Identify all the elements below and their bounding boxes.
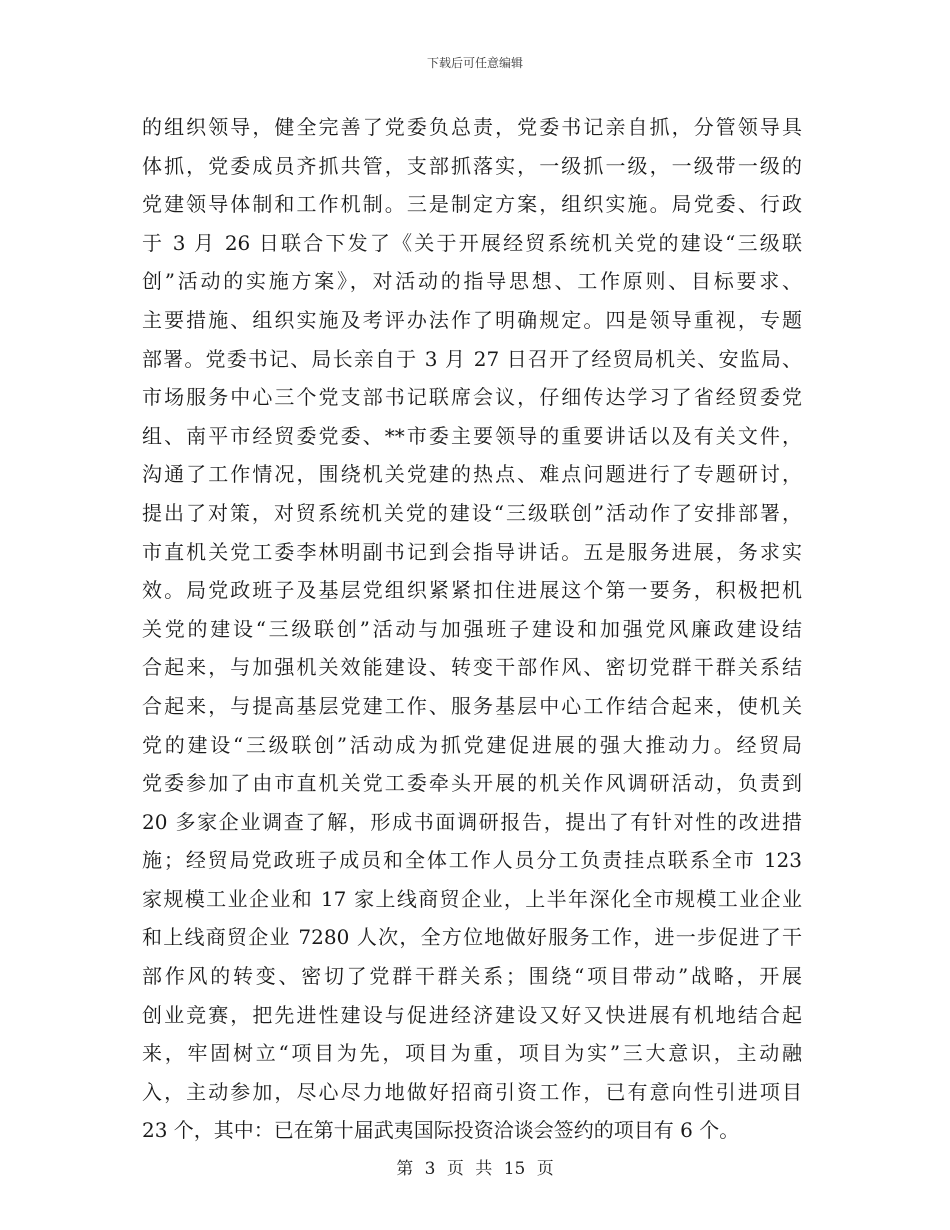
- body-line: 市场服务中心三个党支部书记联席会议，仔细传达学习了省经贸委党: [142, 385, 802, 410]
- body-line: 市直机关党工委李林明副书记到会指导讲话。五是服务进展，务求实: [142, 539, 802, 564]
- body-line: 20 多家企业调查了解，形成书面调研报告，提出了有针对性的改进措: [142, 809, 802, 834]
- body-line: 党委参加了由市直机关党工委牵头开展的机关作风调研活动，负责到: [142, 771, 802, 796]
- body-line: 23 个，其中：已在第十届武夷国际投资洽谈会签约的项目有 6 个。: [142, 1118, 740, 1143]
- body-line: 的组织领导，健全完善了党委负总责，党委书记亲自抓，分管领导具: [142, 115, 802, 139]
- body-line: 于 3 月 26 日联合下发了《关于开展经贸系统机关党的建设“三级联: [142, 230, 802, 255]
- document-body: [142, 108, 802, 1150]
- body-line: 主要措施、组织实施及考评办法作了明确规定。四是领导重视，专题: [142, 307, 802, 332]
- body-line: 和上线商贸企业 7280 人次，全方位地做好服务工作，进一步促进了干: [142, 925, 802, 950]
- body-line: 党建领导体制和工作机制。三是制定方案，组织实施。局党委、行政: [142, 192, 802, 217]
- body-line: 家规模工业企业和 17 家上线商贸企业，上半年深化全市规模工业企业: [142, 886, 802, 911]
- body-line: 部作风的转变、密切了党群干群关系；围绕“项目带动”战略，开展: [142, 964, 802, 989]
- body-line: 提出了对策，对贸系统机关党的建设“三级联创”活动作了安排部署，: [142, 500, 802, 525]
- body-line: 施；经贸局党政班子成员和全体工作人员分工负责挂点联系全市 123: [142, 848, 802, 873]
- body-line: 组、南平市经贸委党委、**市委主要领导的重要讲话以及有关文件，: [142, 423, 802, 448]
- body-line: 入，主动参加，尽心尽力地做好招商引资工作，已有意向性引进项目: [142, 1079, 802, 1104]
- page-header: 下载后可任意编辑: [426, 56, 523, 70]
- body-line: 体抓，党委成员齐抓共管，支部抓落实，一级抓一级，一级带一级的: [142, 153, 802, 178]
- body-line: 来，牢固树立“项目为先，项目为重，项目为实”三大意识，主动融: [142, 1041, 802, 1066]
- body-line: 党的建设“三级联创”活动成为抓党建促进展的强大推动力。经贸局: [142, 732, 802, 757]
- body-line: 合起来，与加强机关效能建设、转变干部作风、密切党群干群关系结: [142, 655, 802, 680]
- body-line: 合起来，与提高基层党建工作、服务基层中心工作结合起来，使机关: [142, 693, 802, 718]
- body-line: 效。局党政班子及基层党组织紧紧扣住进展这个第一要务，积极把机: [142, 578, 802, 603]
- body-line: 沟通了工作情况，围绕机关党建的热点、难点问题进行了专题研讨，: [142, 462, 802, 487]
- body-line: 部署。党委书记、局长亲自于 3 月 27 日召开了经贸局机关、安监局、: [142, 346, 802, 371]
- page-number: 第 3 页 共 15 页: [396, 1159, 554, 1179]
- body-line: 创”活动的实施方案》，对活动的指导思想、工作原则、目标要求、: [142, 269, 802, 294]
- body-line: 创业竞赛，把先进性建设与促进经济建设又好又快进展有机地结合起: [142, 1002, 802, 1027]
- body-line: 关党的建设“三级联创”活动与加强班子建设和加强党风廉政建设结: [142, 616, 802, 641]
